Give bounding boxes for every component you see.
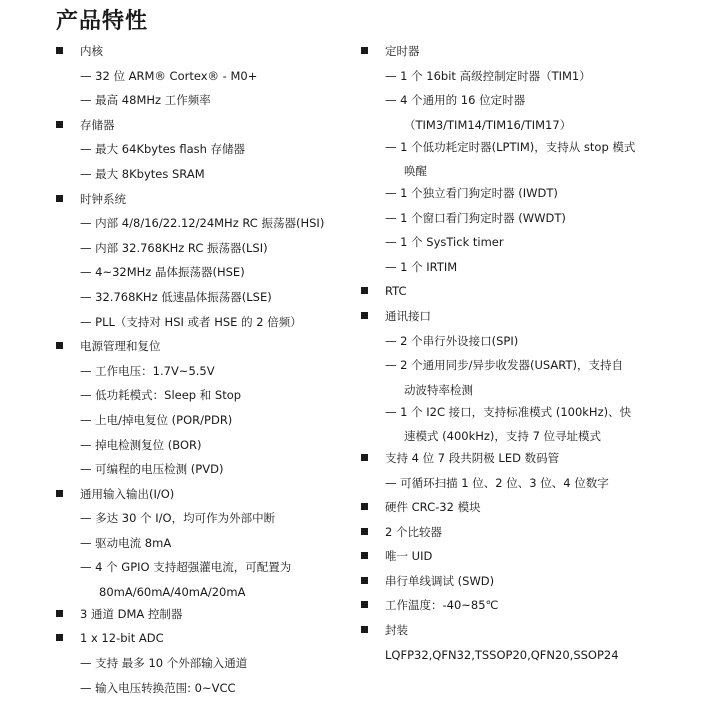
- feature-text: — 32 位 ARM® Cortex® - M0+: [80, 68, 258, 83]
- left-feature-subitem: [56, 461, 356, 486]
- right-feature-subitem: [361, 185, 701, 210]
- page-title: 产品特性: [56, 9, 149, 34]
- feature-text: 内核: [80, 44, 103, 58]
- right-feature-heading: [361, 308, 701, 333]
- left-feature-heading: [56, 43, 356, 68]
- feature-text: — 最高 48MHz 工作频率: [80, 93, 211, 108]
- feature-text: — 1 个 IRTIM: [385, 259, 458, 274]
- left-feature-heading: [56, 338, 356, 363]
- square-bullet-icon: [361, 601, 368, 608]
- right-feature-column: [361, 43, 701, 671]
- right-feature-heading: [361, 548, 701, 573]
- feature-text: — 可编程的电压检测 (PVD): [80, 462, 224, 477]
- left-feature-heading: [56, 606, 356, 631]
- left-feature-subitem: [56, 92, 356, 117]
- left-feature-column: [56, 43, 356, 704]
- feature-text: — 支持 最多 10 个外部输入通道: [80, 656, 248, 671]
- feature-text: — 输入电压转换范围: 0~VCC: [80, 680, 236, 695]
- feature-text: — 内部 4/8/16/22.12/24MHz RC 振荡器(HSI): [80, 216, 325, 231]
- feature-text: 通讯接口: [385, 308, 431, 323]
- feature-text: — 2 个串行外设接口(SPI): [385, 333, 519, 348]
- feature-text: — 32.768KHz 低速晶体振荡器(LSE): [80, 289, 272, 304]
- feature-text: — PLL（支持对 HSI 或者 HSE 的 2 倍频）: [80, 314, 302, 329]
- feature-text: 存储器: [80, 117, 115, 132]
- right-feature-heading: [361, 43, 701, 68]
- right-feature-heading: [361, 573, 701, 598]
- feature-text: 电源管理和复位: [80, 339, 161, 354]
- square-bullet-icon: [361, 577, 368, 584]
- left-feature-subitem: [56, 655, 356, 680]
- feature-text: 3 通道 DMA 控制器: [80, 606, 183, 621]
- square-bullet-icon: [56, 342, 63, 349]
- right-feature-continuation: [361, 382, 701, 404]
- feature-text: 动波特率检测: [404, 382, 473, 397]
- square-bullet-icon: [56, 634, 63, 641]
- feature-text: — 1 个独立看门狗定时器 (IWDT): [385, 185, 558, 200]
- right-feature-subitem: [361, 475, 701, 500]
- feature-text: — 上电/掉电复位 (POR/PDR): [80, 412, 233, 427]
- left-feature-heading: [56, 630, 356, 655]
- feature-text: — 1 个 SysTick timer: [385, 235, 504, 250]
- left-feature-subitem: [56, 240, 356, 265]
- left-feature-subitem: [56, 68, 356, 93]
- right-feature-subitem: [361, 357, 701, 382]
- right-feature-subitem: [361, 68, 701, 93]
- feature-text: 串行单线调试 (SWD): [385, 573, 495, 588]
- feature-text: 工作温度：-40~85℃: [385, 598, 499, 613]
- square-bullet-icon: [56, 610, 63, 617]
- feature-text: — 最大 8Kbytes SRAM: [80, 166, 205, 181]
- left-feature-subitem: [56, 314, 356, 339]
- square-bullet-icon: [56, 121, 63, 128]
- right-feature-continuation: [361, 647, 701, 672]
- feature-text: 定时器: [385, 44, 420, 58]
- left-feature-subitem: [56, 510, 356, 535]
- square-bullet-icon: [361, 312, 368, 319]
- feature-text: — 2 个通用同步/异步收发器(USART)，支持自: [385, 358, 623, 373]
- right-feature-heading: [361, 597, 701, 622]
- right-feature-subitem: [361, 234, 701, 259]
- right-feature-subitem: [361, 404, 701, 429]
- feature-text: 速模式 (400kHz)，支持 7 位寻址模式: [404, 429, 602, 444]
- right-feature-heading: [361, 499, 701, 524]
- feature-text: 唯一 UID: [385, 549, 433, 564]
- right-feature-heading: [361, 283, 701, 308]
- feature-text: 通用输入输出(I/O): [80, 486, 175, 501]
- left-feature-subitem: [56, 412, 356, 437]
- left-feature-subitem: [56, 264, 356, 289]
- square-bullet-icon: [361, 626, 368, 633]
- right-feature-heading: [361, 524, 701, 549]
- left-feature-subitem: [56, 387, 356, 412]
- right-feature-subitem: [361, 259, 701, 284]
- left-feature-heading: [56, 486, 356, 511]
- feature-text: — 工作电压：1.7V~5.5V: [80, 363, 215, 378]
- left-feature-subitem: [56, 289, 356, 314]
- left-feature-heading: [56, 117, 356, 142]
- left-feature-subitem: [56, 141, 356, 166]
- square-bullet-icon: [361, 552, 368, 559]
- feature-text: — 驱动电流 8mA: [80, 535, 172, 550]
- feature-text: RTC: [385, 284, 407, 299]
- left-feature-subitem: [56, 363, 356, 388]
- square-bullet-icon: [56, 195, 63, 202]
- right-feature-continuation: [361, 428, 701, 450]
- left-feature-heading: [56, 191, 356, 216]
- feature-text: — 内部 32.768KHz RC 振荡器(LSI): [80, 240, 268, 255]
- feature-text: — 低功耗模式：Sleep 和 Stop: [80, 388, 242, 403]
- right-feature-heading: [361, 450, 701, 475]
- feature-text: LQFP32,QFN32,TSSOP20,QFN20,SSOP24: [385, 647, 619, 662]
- left-feature-continuation: [56, 584, 356, 606]
- square-bullet-icon: [361, 287, 368, 294]
- feature-text: 封装: [385, 623, 408, 638]
- right-feature-subitem: [361, 139, 701, 164]
- feature-text: 1 x 12-bit ADC: [80, 631, 164, 646]
- right-feature-continuation: [361, 117, 701, 139]
- feature-text: — 掉电检测复位 (BOR): [80, 437, 202, 452]
- feature-text: — 4 个 GPIO 支持超强灌电流，可配置为: [80, 560, 292, 575]
- feature-text: 唤醒: [404, 164, 427, 179]
- square-bullet-icon: [56, 47, 63, 54]
- right-feature-subitem: [361, 333, 701, 358]
- feature-text: 支持 4 位 7 段共阴极 LED 数码管: [385, 450, 560, 465]
- feature-text: — 1 个 I2C 接口，支持标准模式 (100kHz)、快: [385, 404, 632, 419]
- left-feature-subitem: [56, 535, 356, 560]
- feature-text: — 4 个通用的 16 位定时器: [385, 93, 526, 108]
- right-feature-subitem: [361, 210, 701, 235]
- feature-text: — 最大 64Kbytes flash 存储器: [80, 142, 246, 157]
- left-feature-subitem: [56, 680, 356, 705]
- right-feature-subitem: [361, 92, 701, 117]
- feature-text: （TIM3/TIM14/TIM16/TIM17）: [404, 117, 572, 132]
- square-bullet-icon: [361, 503, 368, 510]
- left-feature-subitem: [56, 166, 356, 191]
- feature-text: — 4~32MHz 晶体振荡器(HSE): [80, 265, 245, 280]
- feature-text: — 1 个 16bit 高级控制定时器（TIM1）: [385, 68, 591, 83]
- feature-text: 时钟系统: [80, 191, 126, 206]
- square-bullet-icon: [56, 490, 63, 497]
- square-bullet-icon: [361, 454, 368, 461]
- feature-text: 80mA/60mA/40mA/20mA: [99, 585, 246, 600]
- square-bullet-icon: [361, 528, 368, 535]
- feature-text: — 多达 30 个 I/O，均可作为外部中断: [80, 511, 276, 526]
- feature-text: — 1 个低功耗定时器(LPTIM)，支持从 stop 模式: [385, 139, 636, 154]
- right-feature-heading: [361, 622, 701, 647]
- square-bullet-icon: [361, 47, 368, 54]
- feature-text: — 可循环扫描 1 位、2 位、3 位、4 位数字: [385, 475, 609, 490]
- left-feature-subitem: [56, 215, 356, 240]
- left-feature-subitem: [56, 437, 356, 462]
- left-feature-subitem: [56, 559, 356, 584]
- feature-text: — 1 个窗口看门狗定时器 (WWDT): [385, 210, 566, 225]
- feature-text: 2 个比较器: [385, 524, 442, 539]
- feature-text: 硬件 CRC-32 模块: [385, 500, 481, 515]
- right-feature-continuation: [361, 163, 701, 185]
